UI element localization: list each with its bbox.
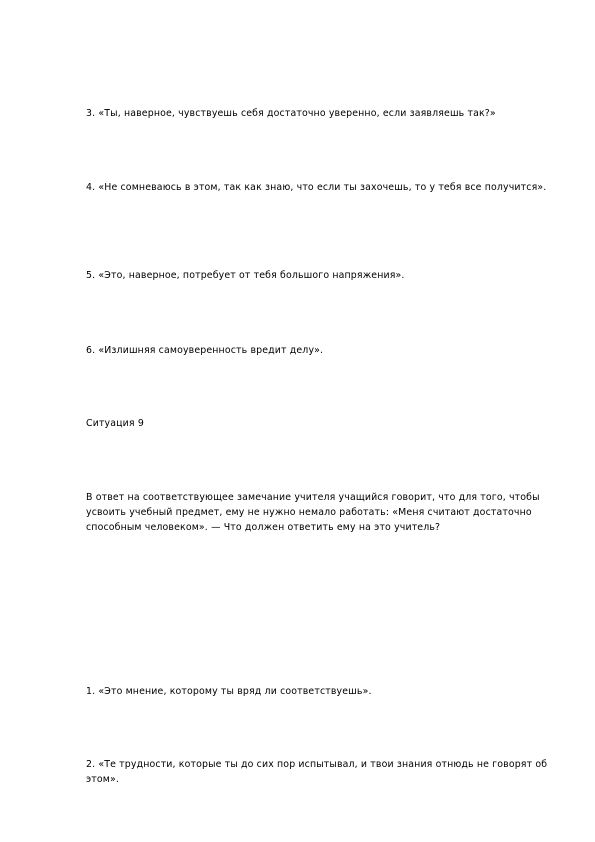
option-5-text: 5. «Это, наверное, потребует от тебя большого напряжения». xyxy=(86,270,405,281)
answer-2-text: 2. «Те трудности, которые ты до сих пор испытывал, и твои знания отнюдь не говорят об этом». xyxy=(86,759,548,785)
answer-1-text: 1. «Это мнение, которому ты вряд ли соответствуешь». xyxy=(86,686,372,697)
option-6-text: 6. «Излишняя самоуверенность вредит делу». xyxy=(86,345,324,356)
option-4-text: 4. «Не сомневаюсь в этом, так как знаю, что если ты захочешь, то у тебя все получится». xyxy=(86,182,547,193)
option-3-text: 3. «Ты, наверное, чувствуешь себя достаточно уверенно, если заявляешь так?» xyxy=(86,108,496,119)
situation-heading: Ситуация 9 xyxy=(86,418,144,429)
situation-description: В ответ на соответствующее замечание учителя учащийся говорит, что для того, чтобы усвоить учебный предмет, ему не нужно немало работать: «Меня считают достаточно способным человеком». — Что должен ответить ему на это учитель? xyxy=(86,492,540,533)
